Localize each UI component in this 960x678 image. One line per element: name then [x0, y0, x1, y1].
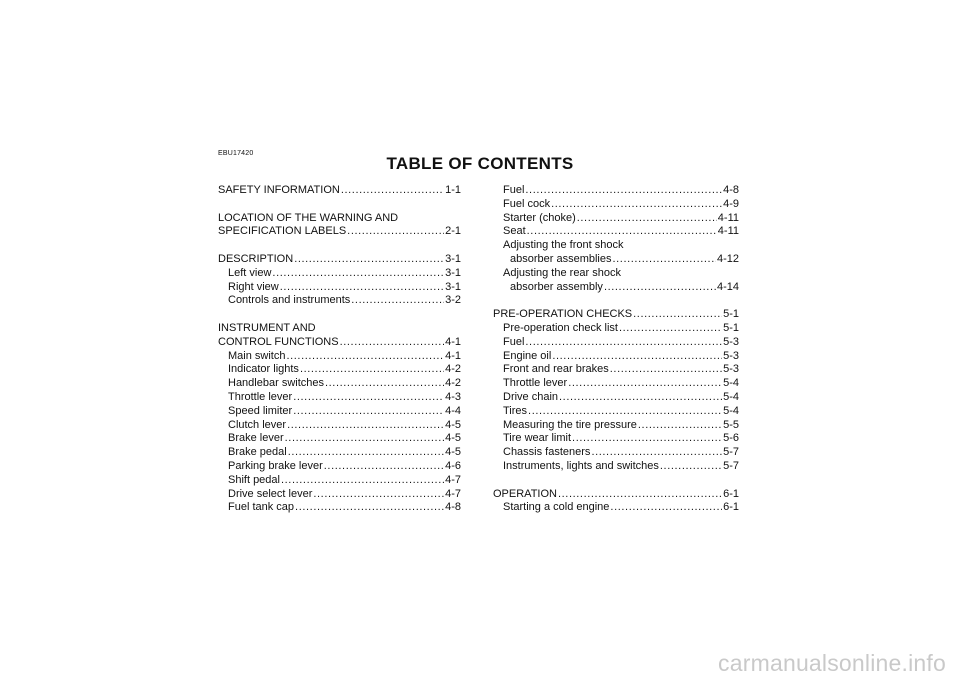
toc-leader-dots	[281, 474, 444, 488]
toc-leader-dots	[660, 460, 722, 474]
toc-entry-title: INSTRUMENT AND	[218, 321, 316, 334]
toc-subsection-entry[interactable]	[493, 212, 739, 226]
toc-subsection-entry[interactable]	[218, 391, 461, 405]
toc-leader-dots	[633, 308, 722, 322]
toc-section-entry[interactable]	[218, 336, 461, 350]
toc-page-number: 6-1	[723, 487, 739, 500]
toc-page-number: 5-7	[723, 446, 739, 459]
toc-section-entry[interactable]	[493, 308, 739, 322]
toc-subsection-entry[interactable]	[493, 501, 739, 515]
toc-entry-title: Clutch lever	[228, 418, 287, 431]
toc-leader-dots	[572, 432, 722, 446]
toc-leader-dots	[613, 253, 716, 267]
toc-subsection-entry[interactable]	[493, 253, 739, 267]
toc-entry-title: Controls and instruments	[228, 294, 351, 307]
toc-subsection-entry[interactable]	[218, 377, 461, 391]
toc-entry-title: Throttle lever	[503, 377, 568, 390]
toc-page-number: 1-1	[445, 184, 461, 196]
toc-subsection-entry[interactable]	[493, 184, 739, 198]
toc-page-number: 3-1	[445, 252, 461, 265]
toc-entry-title: Fuel	[503, 335, 525, 348]
toc-leader-dots	[325, 377, 444, 391]
toc-entry-title: Tire wear limit	[503, 432, 572, 445]
toc-page-number: 5-4	[723, 390, 739, 403]
toc-leader-dots	[525, 184, 722, 198]
toc-subsection-entry[interactable]	[493, 281, 739, 295]
toc-leader-dots	[287, 419, 444, 433]
toc-leader-dots	[610, 501, 722, 515]
toc-leader-dots	[285, 432, 444, 446]
toc-entry-title: Drive select lever	[228, 487, 313, 500]
toc-entry-title: Front and rear brakes	[503, 363, 609, 376]
toc-page-number: 4-1	[445, 335, 461, 348]
page-title: TABLE OF CONTENTS	[386, 154, 574, 173]
toc-subsection-entry[interactable]	[218, 432, 461, 446]
toc-page-number: 4-5	[445, 432, 461, 445]
toc-leader-dots	[286, 350, 444, 364]
toc-subsection-entry[interactable]	[218, 267, 461, 281]
toc-subsection-entry[interactable]	[493, 363, 739, 377]
toc-subsection-entry[interactable]	[493, 432, 739, 446]
toc-page-number: 4-6	[445, 459, 461, 472]
toc-entry-title: Fuel cock	[503, 197, 551, 210]
toc-section-entry[interactable]	[218, 184, 461, 198]
toc-page-number: 5-3	[723, 363, 739, 376]
toc-leader-dots	[552, 350, 722, 364]
toc-entry-title: Engine oil	[503, 349, 552, 362]
toc-subsection-entry[interactable]	[218, 501, 461, 515]
toc-subsection-entry[interactable]	[493, 460, 739, 474]
toc-leader-dots	[558, 488, 722, 502]
toc-subsection-entry[interactable]	[493, 322, 739, 336]
toc-subsection-entry	[493, 267, 739, 281]
toc-section-entry[interactable]	[493, 488, 739, 502]
toc-page-number: 5-1	[723, 321, 739, 334]
toc-subsection-entry[interactable]	[493, 405, 739, 419]
toc-entry-title: Measuring the tire pressure	[503, 418, 637, 431]
toc-leader-dots	[638, 419, 722, 433]
toc-subsection-entry[interactable]	[493, 391, 739, 405]
toc-page-number: 4-5	[445, 418, 461, 431]
toc-subsection-entry[interactable]	[493, 419, 739, 433]
toc-page-number: 4-14	[716, 280, 739, 293]
toc-page-number: 5-1	[723, 308, 739, 321]
toc-section-entry[interactable]	[218, 253, 461, 267]
toc-page-number: 4-5	[445, 446, 461, 459]
toc-page-number: 3-1	[445, 280, 461, 293]
toc-entry-title: absorber assembly	[510, 280, 603, 293]
toc-page-number: 4-3	[445, 390, 461, 403]
toc-entry-title: Throttle lever	[228, 390, 293, 403]
toc-page-number: 4-2	[445, 363, 461, 376]
toc-spacer	[493, 474, 739, 488]
toc-leader-dots	[300, 363, 444, 377]
toc-entry-title: Adjusting the front shock	[503, 239, 624, 252]
toc-leader-dots	[313, 488, 444, 502]
toc-section-entry	[218, 212, 461, 226]
document-code: EBU17420	[218, 150, 254, 157]
toc-entry-title: Brake pedal	[228, 446, 287, 459]
watermark-text: carmanualsonline.info	[718, 650, 946, 676]
toc-page-number: 5-4	[723, 377, 739, 390]
toc-subsection-entry[interactable]	[218, 460, 461, 474]
toc-leader-dots	[293, 405, 444, 419]
toc-leader-dots	[280, 281, 444, 295]
toc-entry-title: DESCRIPTION	[218, 252, 294, 265]
toc-entry-title: Fuel tank cap	[228, 501, 295, 514]
toc-page-number: 4-12	[716, 252, 739, 265]
toc-left-column	[218, 184, 461, 515]
toc-subsection-entry[interactable]	[493, 198, 739, 212]
toc-page-number: 4-11	[717, 225, 739, 238]
toc-page-number: 4-9	[723, 197, 739, 210]
toc-subsection-entry[interactable]	[218, 419, 461, 433]
toc-entry-title: Speed limiter	[228, 404, 293, 417]
toc-entry-title: Handlebar switches	[228, 377, 324, 390]
toc-subsection-entry[interactable]	[218, 488, 461, 502]
toc-leader-dots	[293, 391, 444, 405]
toc-entry-title: Parking brake lever	[228, 459, 323, 472]
toc-page-number: 6-1	[723, 501, 739, 514]
toc-entry-title: absorber assemblies	[510, 252, 612, 265]
toc-right-column	[493, 184, 739, 515]
toc-entry-title: Tires	[503, 404, 528, 417]
toc-page-number: 4-11	[717, 211, 739, 224]
toc-entry-title: Indicator lights	[228, 363, 299, 376]
toc-page-number: 4-8	[723, 184, 739, 196]
toc-page-number: 5-6	[723, 432, 739, 445]
toc-page-number: 4-2	[445, 377, 461, 390]
toc-entry-title: Chassis fasteners	[503, 446, 591, 459]
toc-page-number: 4-1	[445, 349, 461, 362]
toc-leader-dots	[295, 501, 444, 515]
toc-leader-dots	[525, 336, 722, 350]
toc-leader-dots	[351, 294, 444, 308]
toc-entry-title: Starting a cold engine	[503, 501, 610, 514]
toc-subsection-entry[interactable]	[218, 446, 461, 460]
toc-entry-title: Fuel	[503, 184, 525, 196]
toc-page-number: 4-4	[445, 404, 461, 417]
toc-entry-title: Left view	[228, 266, 272, 279]
toc-entry-title: CONTROL FUNCTIONS	[218, 335, 339, 348]
toc-page-number: 4-8	[445, 501, 461, 514]
toc-entry-title: OPERATION	[493, 487, 557, 500]
toc-entry-title: Instruments, lights and switches	[503, 459, 659, 472]
toc-subsection-entry[interactable]	[218, 474, 461, 488]
toc-spacer	[493, 294, 739, 308]
toc-leader-dots	[610, 363, 722, 377]
toc-leader-dots	[324, 460, 444, 474]
toc-leader-dots	[568, 377, 722, 391]
toc-subsection-entry[interactable]	[493, 350, 739, 364]
toc-subsection-entry[interactable]	[218, 363, 461, 377]
toc-leader-dots	[559, 391, 722, 405]
toc-leader-dots	[340, 336, 445, 350]
toc-spacer	[218, 308, 461, 322]
toc-leader-dots	[604, 281, 716, 295]
toc-page-number: 4-7	[445, 473, 461, 486]
toc-subsection-entry[interactable]	[493, 446, 739, 460]
toc-page-number: 3-2	[445, 294, 461, 307]
toc-page-number: 4-7	[445, 487, 461, 500]
toc-subsection-entry[interactable]	[493, 377, 739, 391]
toc-subsection-entry[interactable]	[218, 281, 461, 295]
toc-spacer	[218, 239, 461, 253]
toc-subsection-entry	[493, 239, 739, 253]
toc-subsection-entry[interactable]	[218, 350, 461, 364]
toc-entry-title: Pre-operation check list	[503, 321, 618, 334]
toc-leader-dots	[551, 198, 722, 212]
toc-leader-dots	[527, 225, 717, 239]
toc-subsection-entry[interactable]	[493, 336, 739, 350]
toc-entry-title: Shift pedal	[228, 473, 280, 486]
toc-subsection-entry[interactable]	[493, 225, 739, 239]
toc-leader-dots	[288, 446, 444, 460]
toc-spacer	[218, 198, 461, 212]
toc-page-number: 5-4	[723, 404, 739, 417]
toc-page-number: 5-3	[723, 335, 739, 348]
toc-page-number: 2-1	[445, 225, 461, 238]
toc-entry-title: Brake lever	[228, 432, 284, 445]
toc-entry-title: Main switch	[228, 349, 286, 362]
toc-leader-dots	[347, 225, 444, 239]
toc-leader-dots	[619, 322, 722, 336]
toc-section-entry	[218, 322, 461, 336]
toc-entry-title: LOCATION OF THE WARNING AND	[218, 211, 399, 224]
toc-entry-title: PRE-OPERATION CHECKS	[493, 308, 633, 321]
toc-entry-title: Right view	[228, 280, 279, 293]
toc-entry-title: Starter (choke)	[503, 211, 576, 224]
toc-subsection-entry[interactable]	[218, 405, 461, 419]
toc-leader-dots	[528, 405, 722, 419]
toc-entry-title: SPECIFICATION LABELS	[218, 225, 347, 238]
toc-page-number: 5-7	[723, 459, 739, 472]
toc-leader-dots	[272, 267, 444, 281]
toc-entry-title: Seat	[503, 225, 526, 238]
toc-section-entry[interactable]	[218, 225, 461, 239]
toc-page-number: 5-3	[723, 349, 739, 362]
toc-entry-title: Adjusting the rear shock	[503, 266, 622, 279]
toc-page-number: 3-1	[445, 266, 461, 279]
toc-entry-title: Drive chain	[503, 390, 559, 403]
toc-entry-title: SAFETY INFORMATION	[218, 184, 340, 196]
toc-subsection-entry[interactable]	[218, 294, 461, 308]
toc-page-number: 5-5	[723, 418, 739, 431]
toc-leader-dots	[591, 446, 722, 460]
toc-leader-dots	[577, 212, 717, 226]
toc-leader-dots	[294, 253, 444, 267]
toc-leader-dots	[341, 184, 444, 198]
